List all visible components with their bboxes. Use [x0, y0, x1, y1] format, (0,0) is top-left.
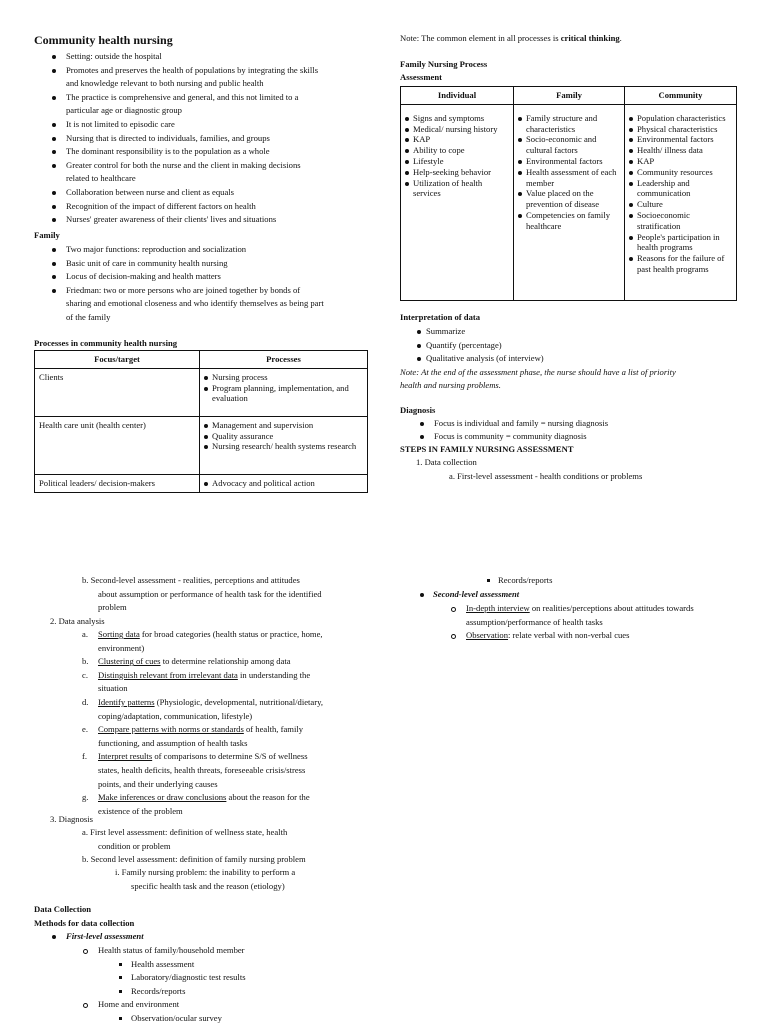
bullet-icon	[420, 435, 424, 439]
step-item: 2. Data analysis	[50, 616, 105, 626]
item-text: in understanding the	[237, 669, 311, 680]
list-item: Environmental factors	[629, 134, 732, 145]
table-cell	[200, 368, 368, 416]
assessment-table	[400, 86, 737, 301]
bullet-icon	[420, 593, 424, 597]
key-term: Identify patterns	[98, 697, 155, 707]
step-subsubitem: i. Family nursing problem: the inability to perform a	[115, 867, 296, 877]
list-item: KAP	[629, 156, 732, 167]
key-term: Observation	[466, 630, 509, 641]
table-row	[401, 104, 737, 300]
list-item: Collaboration between nurse and client as equals	[66, 187, 235, 197]
list-item: Greater control for both the nurse and the client in making decisions	[66, 159, 301, 170]
family-heading: Family	[34, 230, 60, 240]
square-bullet-icon	[119, 990, 122, 993]
step-subsubitem-cont: specific health task and the reason (etiology)	[131, 881, 285, 891]
list-item: KAP	[405, 134, 509, 145]
item-continuation: existence of the problem	[98, 805, 183, 816]
note-text: .	[619, 33, 622, 43]
analysis-item	[82, 628, 323, 642]
table-header: Community	[625, 87, 737, 105]
diagnosis-heading: Diagnosis	[400, 405, 436, 415]
bullet-icon	[420, 422, 424, 426]
list-item: It is not limited to episodic care	[66, 119, 175, 129]
list-item: related to healthcare	[66, 173, 136, 184]
list-item: sharing and emotional closeness and who identify themselves as being part	[66, 298, 324, 309]
item-text: for broad categories (health status or practice, home,	[139, 629, 323, 639]
item-continuation: environment)	[98, 642, 145, 653]
item-continuation: assumption/performance of health tasks	[466, 616, 603, 627]
item-continuation: states, health deficits, health threats, foreseeable crisis/stress	[98, 765, 306, 775]
bullet-icon	[417, 344, 421, 348]
list-item: Records/reports	[498, 575, 553, 585]
page-title: Community health nursing	[34, 33, 173, 47]
item-text: of health, family	[243, 724, 304, 735]
item-marker: d.	[82, 697, 89, 707]
table-header: Family	[514, 87, 625, 105]
list-item: Nursing process	[204, 372, 363, 383]
processes-table	[34, 350, 368, 493]
list-item: Summarize	[426, 326, 466, 336]
bullet-icon	[52, 137, 56, 141]
step-subitem: a. First-level assessment - health conditions or problems	[449, 471, 643, 481]
list-item: Quantify (percentage)	[426, 339, 502, 350]
list-item: Home and environment	[98, 999, 180, 1010]
square-bullet-icon	[487, 579, 490, 582]
first-level-heading: First-level assessment	[66, 931, 144, 941]
list-item: Advocacy and political action	[204, 478, 363, 489]
table-header: Processes	[200, 351, 368, 369]
square-bullet-icon	[119, 976, 122, 979]
analysis-item	[82, 750, 308, 764]
list-item: The practice is comprehensive and general, and this not limited to a	[66, 91, 299, 102]
square-bullet-icon	[119, 1017, 122, 1020]
bullet-icon	[52, 262, 56, 266]
list-item: Basic unit of care in community health nursing	[66, 257, 228, 268]
key-term: Interpret results	[98, 751, 153, 762]
analysis-item	[82, 655, 291, 669]
circle-bullet-icon	[451, 607, 456, 612]
list-item: Program planning, implementation, and evaluation	[204, 383, 363, 405]
table-cell	[200, 416, 368, 474]
circle-bullet-icon	[83, 949, 88, 954]
item-text: : relate verbal with non-verbal cues	[508, 630, 630, 641]
list-item: Health assessment	[131, 958, 195, 969]
item-marker: f.	[82, 751, 88, 762]
step-subitem-cont: condition or problem	[98, 841, 171, 851]
list-item: Medical/ nursing history	[405, 124, 509, 135]
key-term: Compare patterns with norms or standards	[98, 724, 244, 735]
bullet-icon	[52, 123, 56, 127]
list-item: Help-seeking behavior	[405, 167, 509, 178]
key-term: Clustering of cues	[98, 656, 161, 667]
key-term: Distinguish relevant from irrelevant data	[98, 669, 238, 680]
circle-bullet-icon	[83, 1003, 88, 1008]
methods-heading: Methods for data collection	[34, 918, 135, 928]
list-item: Health status of family/household member	[98, 945, 245, 955]
item-text: to determine relationship among data	[160, 656, 291, 667]
list-item: Competencies on family healthcare	[518, 210, 620, 232]
analysis-item	[82, 669, 310, 683]
table-cell: Health care unit (health center)	[35, 416, 200, 474]
bullet-icon	[417, 330, 421, 334]
interpretation-heading: Interpretation of data	[400, 312, 481, 322]
note-emphasis: critical thinking	[560, 33, 620, 43]
list-item: Nurses' greater awareness of their clients' lives and situations	[66, 214, 277, 225]
list-item: Recognition of the impact of different factors on health	[66, 200, 256, 211]
list-item: Management and supervision	[204, 420, 363, 431]
bullet-icon	[52, 248, 56, 252]
table-row	[35, 416, 368, 474]
bullet-icon	[52, 164, 56, 168]
list-item: Utilization of health services	[405, 178, 509, 200]
list-item: Laboratory/diagnostic test results	[131, 972, 246, 983]
item-marker: g.	[82, 792, 89, 803]
table-cell	[625, 104, 737, 300]
list-item: Health/ illness data	[629, 145, 732, 156]
list-item: Value placed on the prevention of disease	[518, 188, 620, 210]
list-item: Focus is individual and family = nursing diagnosis	[434, 418, 609, 428]
steps-heading: STEPS IN FAMILY NURSING ASSESSMENT	[400, 444, 574, 454]
list-item: People's participation in health programs	[629, 232, 732, 254]
data-collection-heading: Data Collection	[34, 904, 92, 914]
bullet-icon	[52, 69, 56, 73]
processes-heading: Processes in community health nursing	[34, 338, 178, 348]
circle-bullet-icon	[451, 634, 456, 639]
list-item: particular age or diagnostic group	[66, 105, 182, 116]
list-item: Records/reports	[131, 985, 186, 996]
list-item: Physical characteristics	[629, 124, 732, 135]
list-item: Promotes and preserves the health of populations by integrating the skills	[66, 64, 319, 75]
note-text: Note: The common element in all processes is	[400, 33, 561, 43]
list-item: Community resources	[629, 167, 732, 178]
list-item: Culture	[629, 199, 732, 210]
bullet-icon	[52, 935, 56, 939]
bullet-icon	[52, 150, 56, 154]
bullet-icon	[52, 289, 56, 293]
table-cell: Political leaders/ decision-makers	[35, 474, 200, 492]
analysis-item	[82, 791, 310, 805]
item-text: of comparisons to determine S/S of wellness	[152, 751, 308, 762]
list-item	[466, 602, 694, 616]
step-subitem-cont: problem	[98, 602, 127, 612]
item-marker: b.	[82, 656, 89, 667]
item-marker: e.	[82, 724, 88, 735]
list-item: Nursing research/ health systems research	[204, 441, 363, 452]
list-item: Nursing that is directed to individuals, families, and groups	[66, 132, 270, 143]
list-item: Socio-economic and cultural factors	[518, 134, 620, 156]
bullet-icon	[52, 191, 56, 195]
list-item: of the family	[66, 312, 111, 322]
table-cell: Clients	[35, 368, 200, 416]
step-subitem: b. Second level assessment: definition of family nursing problem	[82, 854, 306, 864]
list-item: Health assessment of each member	[518, 167, 620, 189]
assessment-heading: Assessment	[400, 72, 443, 82]
item-continuation: coping/adaptation, communication, lifestyle)	[98, 710, 253, 721]
table-header: Focus/target	[35, 351, 200, 369]
key-term: In-depth interview	[466, 603, 530, 613]
list-item: Two major functions: reproduction and socialization	[66, 244, 247, 254]
list-item: Environmental factors	[518, 156, 620, 167]
priority-note-line: health and nursing problems.	[400, 380, 501, 390]
list-item: Observation/ocular survey	[131, 1013, 222, 1023]
table-header: Individual	[401, 87, 514, 105]
fnp-heading: Family Nursing Process	[400, 59, 488, 69]
item-text: on realities/perceptions about attitudes towards	[529, 603, 694, 613]
item-marker: a.	[82, 629, 88, 639]
list-item: The dominant responsibility is to the population as a whole	[66, 146, 270, 157]
item-continuation: points, and their underlying causes	[98, 778, 218, 789]
second-level-heading: Second-level assessment	[433, 589, 520, 599]
priority-note-line: Note: At the end of the assessment phase, the nurse should have a list of priority	[400, 367, 676, 377]
analysis-item	[82, 696, 323, 710]
list-item: Signs and symptoms	[405, 113, 509, 124]
key-term: Make inferences or draw conclusions	[98, 792, 227, 803]
step-subitem: a. First level assessment: definition of wellness state, health	[82, 827, 288, 837]
list-item: Reasons for the failure of past health programs	[629, 253, 732, 275]
table-row	[35, 368, 368, 416]
item-continuation: situation	[98, 683, 128, 694]
list-item: Socioeconomic stratification	[629, 210, 732, 232]
item-marker: c.	[82, 669, 88, 680]
table-row	[35, 474, 368, 492]
bullet-icon	[52, 218, 56, 222]
bullet-icon	[417, 357, 421, 361]
bullet-icon	[52, 96, 56, 100]
item-text: (Physiologic, developmental, nutritional/dietary,	[154, 697, 323, 707]
critical-thinking-note	[400, 32, 622, 46]
key-term: Sorting data	[98, 629, 140, 639]
item-continuation: functioning, and assumption of health tasks	[98, 737, 248, 748]
list-item: and knowledge relevant to both nursing and public health	[66, 78, 264, 89]
item-text: about the reason for the	[226, 792, 310, 803]
step-item: 1. Data collection	[416, 457, 477, 467]
table-cell	[401, 104, 514, 300]
list-item	[466, 629, 629, 643]
step-item: 3. Diagnosis	[50, 814, 93, 824]
list-item: Population characteristics	[629, 113, 732, 124]
list-item: Ability to cope	[405, 145, 509, 156]
square-bullet-icon	[119, 963, 122, 966]
list-item: Family structure and characteristics	[518, 113, 620, 135]
step-subitem-cont: about assumption or performance of health task for the identified	[98, 589, 322, 599]
bullet-icon	[52, 205, 56, 209]
list-item: Leadership and communication	[629, 178, 732, 200]
bullet-icon	[52, 55, 56, 59]
analysis-item	[82, 723, 303, 737]
list-item: Qualitative analysis (of interview)	[426, 353, 544, 364]
list-item: Quality assurance	[204, 431, 363, 442]
bullet-icon	[52, 275, 56, 279]
list-item: Friedman: two or more persons who are joined together by bonds of	[66, 284, 301, 295]
step-subitem: b. Second-level assessment - realities, perceptions and attitudes	[82, 575, 300, 585]
list-item: Locus of decision-making and health matters	[66, 271, 221, 282]
table-cell	[200, 474, 368, 492]
list-item: Setting: outside the hospital	[66, 51, 162, 61]
list-item: Lifestyle	[405, 156, 509, 167]
table-cell	[514, 104, 625, 300]
list-item: Focus is community = community diagnosis	[434, 431, 587, 442]
